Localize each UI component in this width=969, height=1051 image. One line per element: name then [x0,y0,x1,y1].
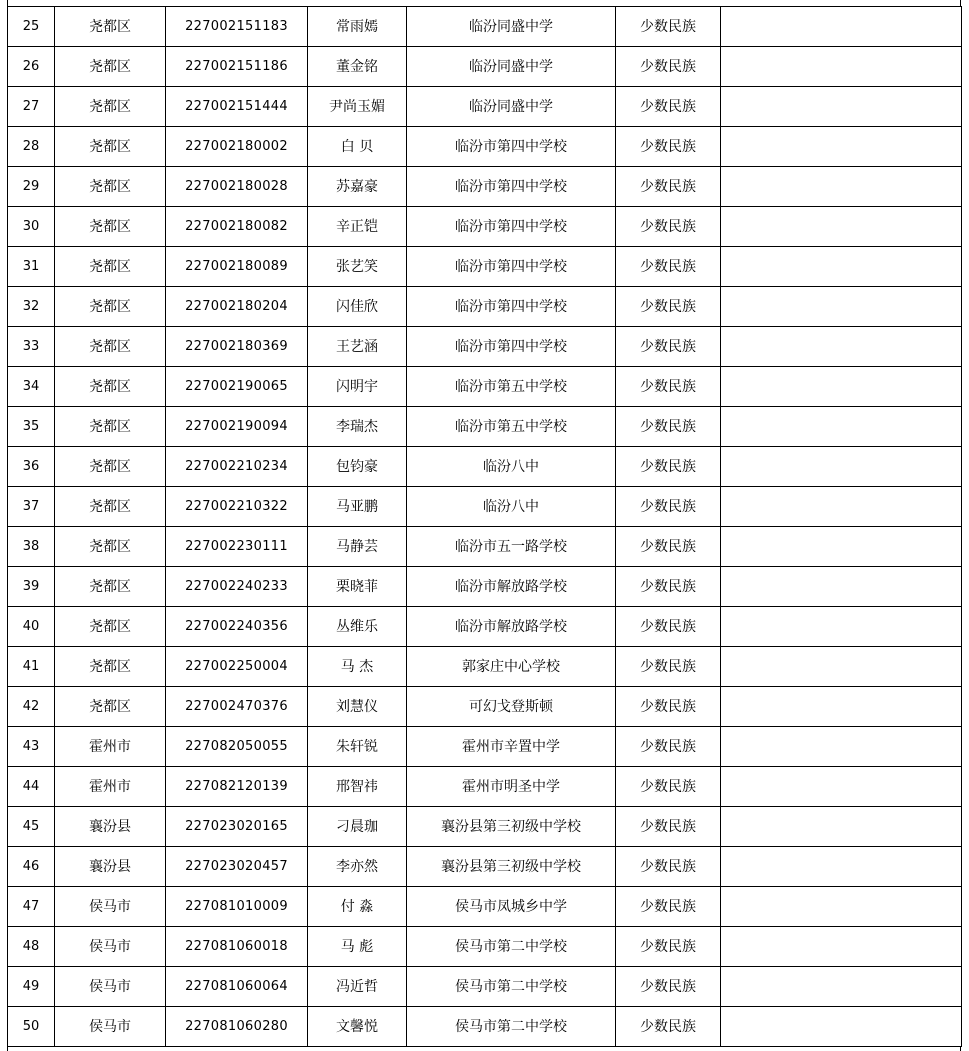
cell-school: 霍州市辛置中学 [407,727,616,767]
cell-student-name: 文馨悦 [308,1007,407,1047]
cell-category: 少数民族 [616,567,721,607]
cell-exam-id: 227002180028 [166,167,308,207]
cell-district: 尧都区 [55,247,166,287]
cell-district: 侯马市 [55,967,166,1007]
cell-note [721,847,962,887]
cell-note [721,327,962,367]
cell-district: 尧都区 [55,7,166,47]
table-row [8,447,962,487]
cell-district: 霍州市 [55,767,166,807]
cell-district: 尧都区 [55,647,166,687]
cell-note [721,567,962,607]
cell-note [721,927,962,967]
cell-note [721,447,962,487]
cell-category: 少数民族 [616,727,721,767]
cell-category: 少数民族 [616,647,721,687]
cell-district: 尧都区 [55,607,166,647]
cell-category: 少数民族 [616,287,721,327]
cell-serial-number: 29 [8,167,55,207]
cell-category: 少数民族 [616,127,721,167]
cell-school: 霍州市明圣中学 [407,767,616,807]
cell-note [721,247,962,287]
cell-school: 临汾市第四中学校 [407,287,616,327]
cell-school: 临汾同盛中学 [407,47,616,87]
table-row [8,207,962,247]
cell-exam-id: 227002151183 [166,7,308,47]
cell-exam-id: 227002470376 [166,687,308,727]
cell-district: 尧都区 [55,687,166,727]
table-row [8,327,962,367]
table-row [8,47,962,87]
cell-school: 临汾市第四中学校 [407,127,616,167]
cell-district: 侯马市 [55,1007,166,1047]
cell-student-name: 苏嘉豪 [308,167,407,207]
cell-student-name: 常雨嫣 [308,7,407,47]
table-row [8,407,962,447]
cell-district: 尧都区 [55,87,166,127]
cell-student-name: 包钧豪 [308,447,407,487]
cell-exam-id: 227081010009 [166,887,308,927]
cell-category: 少数民族 [616,1007,721,1047]
table-row [8,167,962,207]
cell-serial-number: 25 [8,7,55,47]
cell-student-name: 刁晨珈 [308,807,407,847]
cell-note [721,7,962,47]
cell-school: 临汾市第四中学校 [407,247,616,287]
cell-category: 少数民族 [616,927,721,967]
cell-note [721,727,962,767]
cell-exam-id: 227002151186 [166,47,308,87]
cell-district: 尧都区 [55,327,166,367]
cell-note [721,207,962,247]
cell-note [721,807,962,847]
cell-student-name: 朱轩锐 [308,727,407,767]
cell-school: 襄汾县第三初级中学校 [407,847,616,887]
cell-serial-number: 45 [8,807,55,847]
cell-exam-id: 227081060280 [166,1007,308,1047]
cell-district: 尧都区 [55,287,166,327]
cell-student-name: 闪佳欣 [308,287,407,327]
cell-category: 少数民族 [616,407,721,447]
cell-school: 临汾市解放路学校 [407,567,616,607]
cell-category: 少数民族 [616,807,721,847]
cell-category: 少数民族 [616,47,721,87]
cell-student-name: 刘慧仪 [308,687,407,727]
cell-student-name: 付 淼 [308,887,407,927]
cell-district: 襄汾县 [55,807,166,847]
cell-student-name: 马 彪 [308,927,407,967]
cell-school: 侯马市第二中学校 [407,967,616,1007]
cell-category: 少数民族 [616,327,721,367]
cell-exam-id: 227081060064 [166,967,308,1007]
cell-category: 少数民族 [616,687,721,727]
cell-district: 侯马市 [55,887,166,927]
cell-district: 尧都区 [55,167,166,207]
cell-note [721,407,962,447]
cell-exam-id: 227002240356 [166,607,308,647]
cell-school: 临汾八中 [407,487,616,527]
cell-category: 少数民族 [616,207,721,247]
cell-exam-id: 227023020457 [166,847,308,887]
table-row [8,7,962,47]
cell-serial-number: 33 [8,327,55,367]
cell-student-name: 冯近哲 [308,967,407,1007]
cell-student-name: 李瑞杰 [308,407,407,447]
cell-note [721,127,962,167]
table-row [8,727,962,767]
cell-exam-id: 227002210234 [166,447,308,487]
cell-exam-id: 227002210322 [166,487,308,527]
cell-note [721,887,962,927]
cell-note [721,527,962,567]
cell-school: 临汾市第四中学校 [407,327,616,367]
table-row [8,247,962,287]
cell-serial-number: 27 [8,87,55,127]
cell-serial-number: 50 [8,1007,55,1047]
cell-exam-id: 227002230111 [166,527,308,567]
table-row [8,807,962,847]
cell-student-name: 李亦然 [308,847,407,887]
cell-serial-number: 28 [8,127,55,167]
cell-student-name: 王艺涵 [308,327,407,367]
cell-school: 侯马市第二中学校 [407,1007,616,1047]
cell-serial-number: 48 [8,927,55,967]
cell-category: 少数民族 [616,87,721,127]
table-row [8,847,962,887]
table-row [8,887,962,927]
cell-school: 临汾市第四中学校 [407,167,616,207]
cell-serial-number: 49 [8,967,55,1007]
cell-school: 襄汾县第三初级中学校 [407,807,616,847]
cell-student-name: 栗晓菲 [308,567,407,607]
cell-serial-number: 32 [8,287,55,327]
cell-category: 少数民族 [616,847,721,887]
cell-category: 少数民族 [616,527,721,567]
cell-category: 少数民族 [616,247,721,287]
table-row [8,87,962,127]
table-row [8,567,962,607]
cell-student-name: 马亚鹏 [308,487,407,527]
cell-category: 少数民族 [616,7,721,47]
cell-serial-number: 26 [8,47,55,87]
cell-category: 少数民族 [616,607,721,647]
cell-exam-id: 227002180204 [166,287,308,327]
cell-category: 少数民族 [616,887,721,927]
cell-serial-number: 42 [8,687,55,727]
cell-district: 尧都区 [55,487,166,527]
cell-serial-number: 46 [8,847,55,887]
cell-student-name: 马静芸 [308,527,407,567]
cell-school: 可幻戈登斯顿 [407,687,616,727]
cell-category: 少数民族 [616,487,721,527]
cell-note [721,287,962,327]
cell-category: 少数民族 [616,367,721,407]
table-bottom-continuation [7,1046,961,1051]
cell-note [721,967,962,1007]
cell-serial-number: 40 [8,607,55,647]
cell-exam-id: 227082120139 [166,767,308,807]
table-row [8,1007,962,1047]
cell-serial-number: 43 [8,727,55,767]
cell-school: 临汾市第五中学校 [407,407,616,447]
table-row [8,647,962,687]
cell-school: 临汾同盛中学 [407,7,616,47]
cell-district: 尧都区 [55,447,166,487]
table-row [8,687,962,727]
cell-serial-number: 39 [8,567,55,607]
cell-note [721,1007,962,1047]
table-row [8,927,962,967]
cell-school: 临汾市五一路学校 [407,527,616,567]
cell-exam-id: 227002151444 [166,87,308,127]
cell-exam-id: 227002240233 [166,567,308,607]
cell-note [721,167,962,207]
cell-category: 少数民族 [616,447,721,487]
cell-note [721,607,962,647]
cell-note [721,47,962,87]
cell-district: 襄汾县 [55,847,166,887]
cell-serial-number: 35 [8,407,55,447]
cell-category: 少数民族 [616,967,721,1007]
cell-student-name: 闪明宇 [308,367,407,407]
cell-exam-id: 227002190094 [166,407,308,447]
cell-exam-id: 227002250004 [166,647,308,687]
cell-student-name: 张艺笑 [308,247,407,287]
table-row [8,767,962,807]
cell-note [721,87,962,127]
cell-serial-number: 37 [8,487,55,527]
cell-exam-id: 227082050055 [166,727,308,767]
cell-exam-id: 227023020165 [166,807,308,847]
cell-student-name: 丛维乐 [308,607,407,647]
cell-district: 尧都区 [55,567,166,607]
cell-district: 尧都区 [55,207,166,247]
table-row [8,487,962,527]
cell-exam-id: 227081060018 [166,927,308,967]
cell-serial-number: 36 [8,447,55,487]
cell-category: 少数民族 [616,767,721,807]
table-row [8,607,962,647]
cell-note [721,687,962,727]
table-row [8,127,962,167]
cell-student-name: 邢智祎 [308,767,407,807]
cell-category: 少数民族 [616,167,721,207]
cell-serial-number: 34 [8,367,55,407]
student-table [7,6,962,1047]
cell-note [721,367,962,407]
cell-exam-id: 227002180002 [166,127,308,167]
cell-student-name: 白 贝 [308,127,407,167]
cell-note [721,767,962,807]
cell-school: 临汾市第四中学校 [407,207,616,247]
cell-exam-id: 227002190065 [166,367,308,407]
cell-school: 郭家庄中心学校 [407,647,616,687]
cell-exam-id: 227002180369 [166,327,308,367]
cell-school: 侯马市第二中学校 [407,927,616,967]
cell-district: 尧都区 [55,407,166,447]
cell-district: 侯马市 [55,927,166,967]
cell-student-name: 尹尚玉媚 [308,87,407,127]
table-row [8,967,962,1007]
cell-exam-id: 227002180082 [166,207,308,247]
table-body [8,7,962,1047]
cell-school: 临汾市解放路学校 [407,607,616,647]
cell-note [721,647,962,687]
cell-school: 侯马市凤城乡中学 [407,887,616,927]
cell-serial-number: 30 [8,207,55,247]
cell-serial-number: 47 [8,887,55,927]
cell-student-name: 董金铭 [308,47,407,87]
cell-district: 尧都区 [55,47,166,87]
cell-serial-number: 41 [8,647,55,687]
cell-district: 霍州市 [55,727,166,767]
cell-district: 尧都区 [55,127,166,167]
cell-serial-number: 44 [8,767,55,807]
cell-school: 临汾八中 [407,447,616,487]
cell-student-name: 辛正铠 [308,207,407,247]
cell-exam-id: 227002180089 [166,247,308,287]
cell-district: 尧都区 [55,527,166,567]
cell-school: 临汾市第五中学校 [407,367,616,407]
cell-serial-number: 38 [8,527,55,567]
table-row [8,287,962,327]
cell-district: 尧都区 [55,367,166,407]
cell-student-name: 马 杰 [308,647,407,687]
cell-note [721,487,962,527]
table-row [8,527,962,567]
table-row [8,367,962,407]
cell-serial-number: 31 [8,247,55,287]
student-list-sheet [7,6,961,1047]
cell-school: 临汾同盛中学 [407,87,616,127]
